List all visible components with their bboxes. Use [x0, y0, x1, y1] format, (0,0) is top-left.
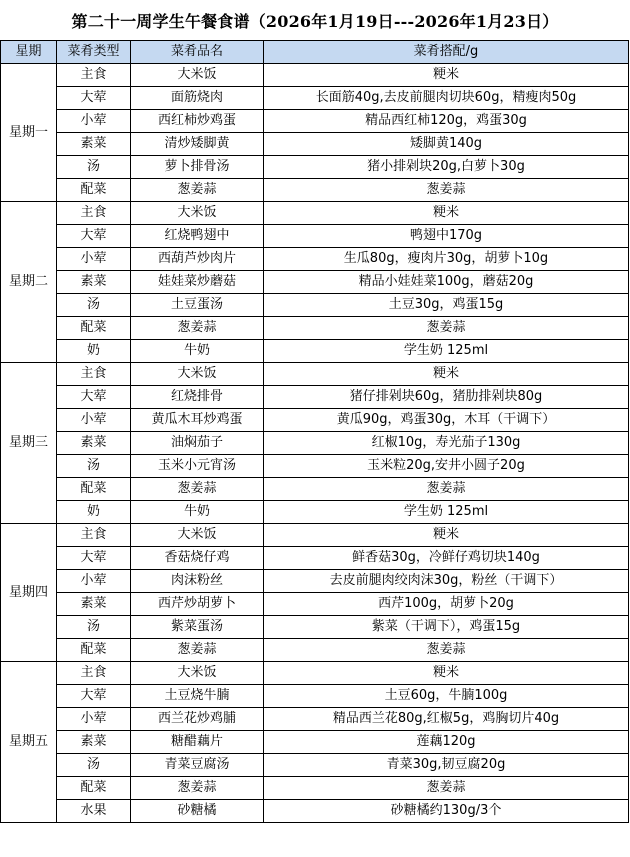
- dish-type-cell: 大荤: [57, 87, 131, 110]
- day-cell: 星期二: [1, 202, 57, 363]
- table-row: [1, 731, 629, 754]
- dish-type-cell: 素菜: [57, 731, 131, 754]
- dish-type-cell: 素菜: [57, 593, 131, 616]
- table-row: [1, 800, 629, 823]
- dish-type-cell: 汤: [57, 156, 131, 179]
- table-row: [1, 317, 629, 340]
- table-row: [1, 455, 629, 478]
- dish-name-cell: 大米饭: [131, 202, 264, 225]
- day-cell: 星期五: [1, 662, 57, 823]
- dish-name-cell: 葱姜蒜: [131, 317, 264, 340]
- table-row: [1, 478, 629, 501]
- table-row: [1, 547, 629, 570]
- dish-name-cell: 大米饭: [131, 363, 264, 386]
- table-row: [1, 708, 629, 731]
- dish-name-cell: 砂糖橘: [131, 800, 264, 823]
- ingredients-cell: 黄瓜90g，鸡蛋30g，木耳（干调下）: [264, 409, 629, 432]
- table-row: [1, 432, 629, 455]
- dish-type-cell: 奶: [57, 340, 131, 363]
- dish-type-cell: 大荤: [57, 225, 131, 248]
- ingredients-cell: 矮脚黄140g: [264, 133, 629, 156]
- ingredients-cell: 玉米粒20g,安井小圆子20g: [264, 455, 629, 478]
- dish-type-cell: 主食: [57, 363, 131, 386]
- table-row: [1, 662, 629, 685]
- ingredients-cell: 土豆30g，鸡蛋15g: [264, 294, 629, 317]
- table-row: [1, 294, 629, 317]
- table-row: [1, 639, 629, 662]
- table-row: [1, 616, 629, 639]
- ingredients-cell: 猪小排剁块20g,白萝卜30g: [264, 156, 629, 179]
- ingredients-cell: 精品西兰花80g,红椒5g，鸡胸切片40g: [264, 708, 629, 731]
- dish-name-cell: 香菇烧仔鸡: [131, 547, 264, 570]
- table-row: [1, 271, 629, 294]
- table-row: [1, 133, 629, 156]
- dish-name-cell: 葱姜蒜: [131, 639, 264, 662]
- dish-type-cell: 素菜: [57, 432, 131, 455]
- table-row: [1, 593, 629, 616]
- ingredients-cell: 鸭翅中170g: [264, 225, 629, 248]
- ingredients-cell: 土豆60g，牛腩100g: [264, 685, 629, 708]
- dish-name-cell: 西红柿炒鸡蛋: [131, 110, 264, 133]
- header-dish-type: 菜肴类型: [57, 41, 131, 64]
- dish-name-cell: 面筋烧肉: [131, 87, 264, 110]
- header-ingredients: 菜肴搭配/g: [264, 41, 629, 64]
- table-row: [1, 225, 629, 248]
- dish-name-cell: 葱姜蒜: [131, 478, 264, 501]
- ingredients-cell: 猪仔排剁块60g，猪肋排剁块80g: [264, 386, 629, 409]
- dish-name-cell: 西葫芦炒肉片: [131, 248, 264, 271]
- dish-type-cell: 配菜: [57, 639, 131, 662]
- dish-type-cell: 汤: [57, 455, 131, 478]
- dish-type-cell: 配菜: [57, 478, 131, 501]
- ingredients-cell: 学生奶 125ml: [264, 501, 629, 524]
- ingredients-cell: 葱姜蒜: [264, 317, 629, 340]
- ingredients-cell: 西芹100g，胡萝卜20g: [264, 593, 629, 616]
- dish-type-cell: 配菜: [57, 179, 131, 202]
- table-row: [1, 501, 629, 524]
- table-row: [1, 777, 629, 800]
- dish-type-cell: 汤: [57, 294, 131, 317]
- dish-type-cell: 汤: [57, 616, 131, 639]
- dish-type-cell: 小荤: [57, 708, 131, 731]
- dish-name-cell: 肉沫粉丝: [131, 570, 264, 593]
- ingredients-cell: 去皮前腿肉绞肉沫30g，粉丝（干调下）: [264, 570, 629, 593]
- dish-type-cell: 主食: [57, 524, 131, 547]
- table-row: [1, 340, 629, 363]
- ingredients-cell: 粳米: [264, 662, 629, 685]
- ingredients-cell: 葱姜蒜: [264, 179, 629, 202]
- dish-type-cell: 配菜: [57, 317, 131, 340]
- dish-name-cell: 牛奶: [131, 340, 264, 363]
- ingredients-cell: 长面筋40g,去皮前腿肉切块60g，精瘦肉50g: [264, 87, 629, 110]
- header-day: 星期: [1, 41, 57, 64]
- ingredients-cell: 精品西红柿120g，鸡蛋30g: [264, 110, 629, 133]
- menu-body: [1, 64, 629, 823]
- dish-type-cell: 大荤: [57, 386, 131, 409]
- dish-name-cell: 红烧排骨: [131, 386, 264, 409]
- table-row: [1, 156, 629, 179]
- dish-type-cell: 大荤: [57, 547, 131, 570]
- dish-type-cell: 素菜: [57, 271, 131, 294]
- dish-type-cell: 主食: [57, 662, 131, 685]
- ingredients-cell: 粳米: [264, 202, 629, 225]
- dish-type-cell: 主食: [57, 64, 131, 87]
- header-row: [1, 41, 629, 64]
- dish-name-cell: 葱姜蒜: [131, 777, 264, 800]
- table-row: [1, 754, 629, 777]
- dish-name-cell: 油焖茄子: [131, 432, 264, 455]
- dish-name-cell: 大米饭: [131, 662, 264, 685]
- dish-type-cell: 小荤: [57, 570, 131, 593]
- ingredients-cell: 粳米: [264, 363, 629, 386]
- dish-name-cell: 大米饭: [131, 524, 264, 547]
- ingredients-cell: 青菜30g,韧豆腐20g: [264, 754, 629, 777]
- header-dish-name: 菜肴品名: [131, 41, 264, 64]
- ingredients-cell: 粳米: [264, 524, 629, 547]
- dish-type-cell: 大荤: [57, 685, 131, 708]
- ingredients-cell: 葱姜蒜: [264, 639, 629, 662]
- day-cell: 星期三: [1, 363, 57, 524]
- dish-name-cell: 黄瓜木耳炒鸡蛋: [131, 409, 264, 432]
- dish-name-cell: 娃娃菜炒蘑菇: [131, 271, 264, 294]
- ingredients-cell: 紫菜（干调下），鸡蛋15g: [264, 616, 629, 639]
- ingredients-cell: 鲜香菇30g，冷鲜仔鸡切块140g: [264, 547, 629, 570]
- dish-name-cell: 红烧鸭翅中: [131, 225, 264, 248]
- dish-name-cell: 土豆蛋汤: [131, 294, 264, 317]
- dish-type-cell: 主食: [57, 202, 131, 225]
- dish-type-cell: 水果: [57, 800, 131, 823]
- table-row: [1, 363, 629, 386]
- table-row: [1, 685, 629, 708]
- dish-type-cell: 素菜: [57, 133, 131, 156]
- dish-name-cell: 牛奶: [131, 501, 264, 524]
- dish-name-cell: 紫菜蛋汤: [131, 616, 264, 639]
- table-row: [1, 179, 629, 202]
- dish-name-cell: 土豆烧牛腩: [131, 685, 264, 708]
- ingredients-cell: 学生奶 125ml: [264, 340, 629, 363]
- page-title: 第二十一周学生午餐食谱（2026年1月19日---2026年1月23日）: [71, 11, 559, 31]
- menu-table: [0, 40, 629, 823]
- dish-name-cell: 大米饭: [131, 64, 264, 87]
- dish-type-cell: 配菜: [57, 777, 131, 800]
- dish-name-cell: 西芹炒胡萝卜: [131, 593, 264, 616]
- day-cell: 星期四: [1, 524, 57, 662]
- ingredients-cell: 葱姜蒜: [264, 777, 629, 800]
- dish-type-cell: 小荤: [57, 409, 131, 432]
- dish-name-cell: 玉米小元宵汤: [131, 455, 264, 478]
- ingredients-cell: 莲藕120g: [264, 731, 629, 754]
- table-row: [1, 202, 629, 225]
- dish-name-cell: 萝卜排骨汤: [131, 156, 264, 179]
- dish-type-cell: 小荤: [57, 248, 131, 271]
- dish-name-cell: 青菜豆腐汤: [131, 754, 264, 777]
- table-row: [1, 110, 629, 133]
- dish-name-cell: 葱姜蒜: [131, 179, 264, 202]
- ingredients-cell: 砂糖橘约130g/3个: [264, 800, 629, 823]
- dish-type-cell: 汤: [57, 754, 131, 777]
- table-row: [1, 570, 629, 593]
- ingredients-cell: 生瓜80g，瘦肉片30g，胡萝卜10g: [264, 248, 629, 271]
- table-row: [1, 248, 629, 271]
- dish-type-cell: 小荤: [57, 110, 131, 133]
- table-row: [1, 87, 629, 110]
- table-row: [1, 386, 629, 409]
- ingredients-cell: 红椒10g，寿光茄子130g: [264, 432, 629, 455]
- table-row: [1, 64, 629, 87]
- table-row: [1, 524, 629, 547]
- day-cell: 星期一: [1, 64, 57, 202]
- ingredients-cell: 粳米: [264, 64, 629, 87]
- ingredients-cell: 葱姜蒜: [264, 478, 629, 501]
- dish-type-cell: 奶: [57, 501, 131, 524]
- dish-name-cell: 西兰花炒鸡脯: [131, 708, 264, 731]
- dish-name-cell: 清炒矮脚黄: [131, 133, 264, 156]
- dish-name-cell: 糖醋藕片: [131, 731, 264, 754]
- ingredients-cell: 精品小娃娃菜100g，蘑菇20g: [264, 271, 629, 294]
- table-row: [1, 409, 629, 432]
